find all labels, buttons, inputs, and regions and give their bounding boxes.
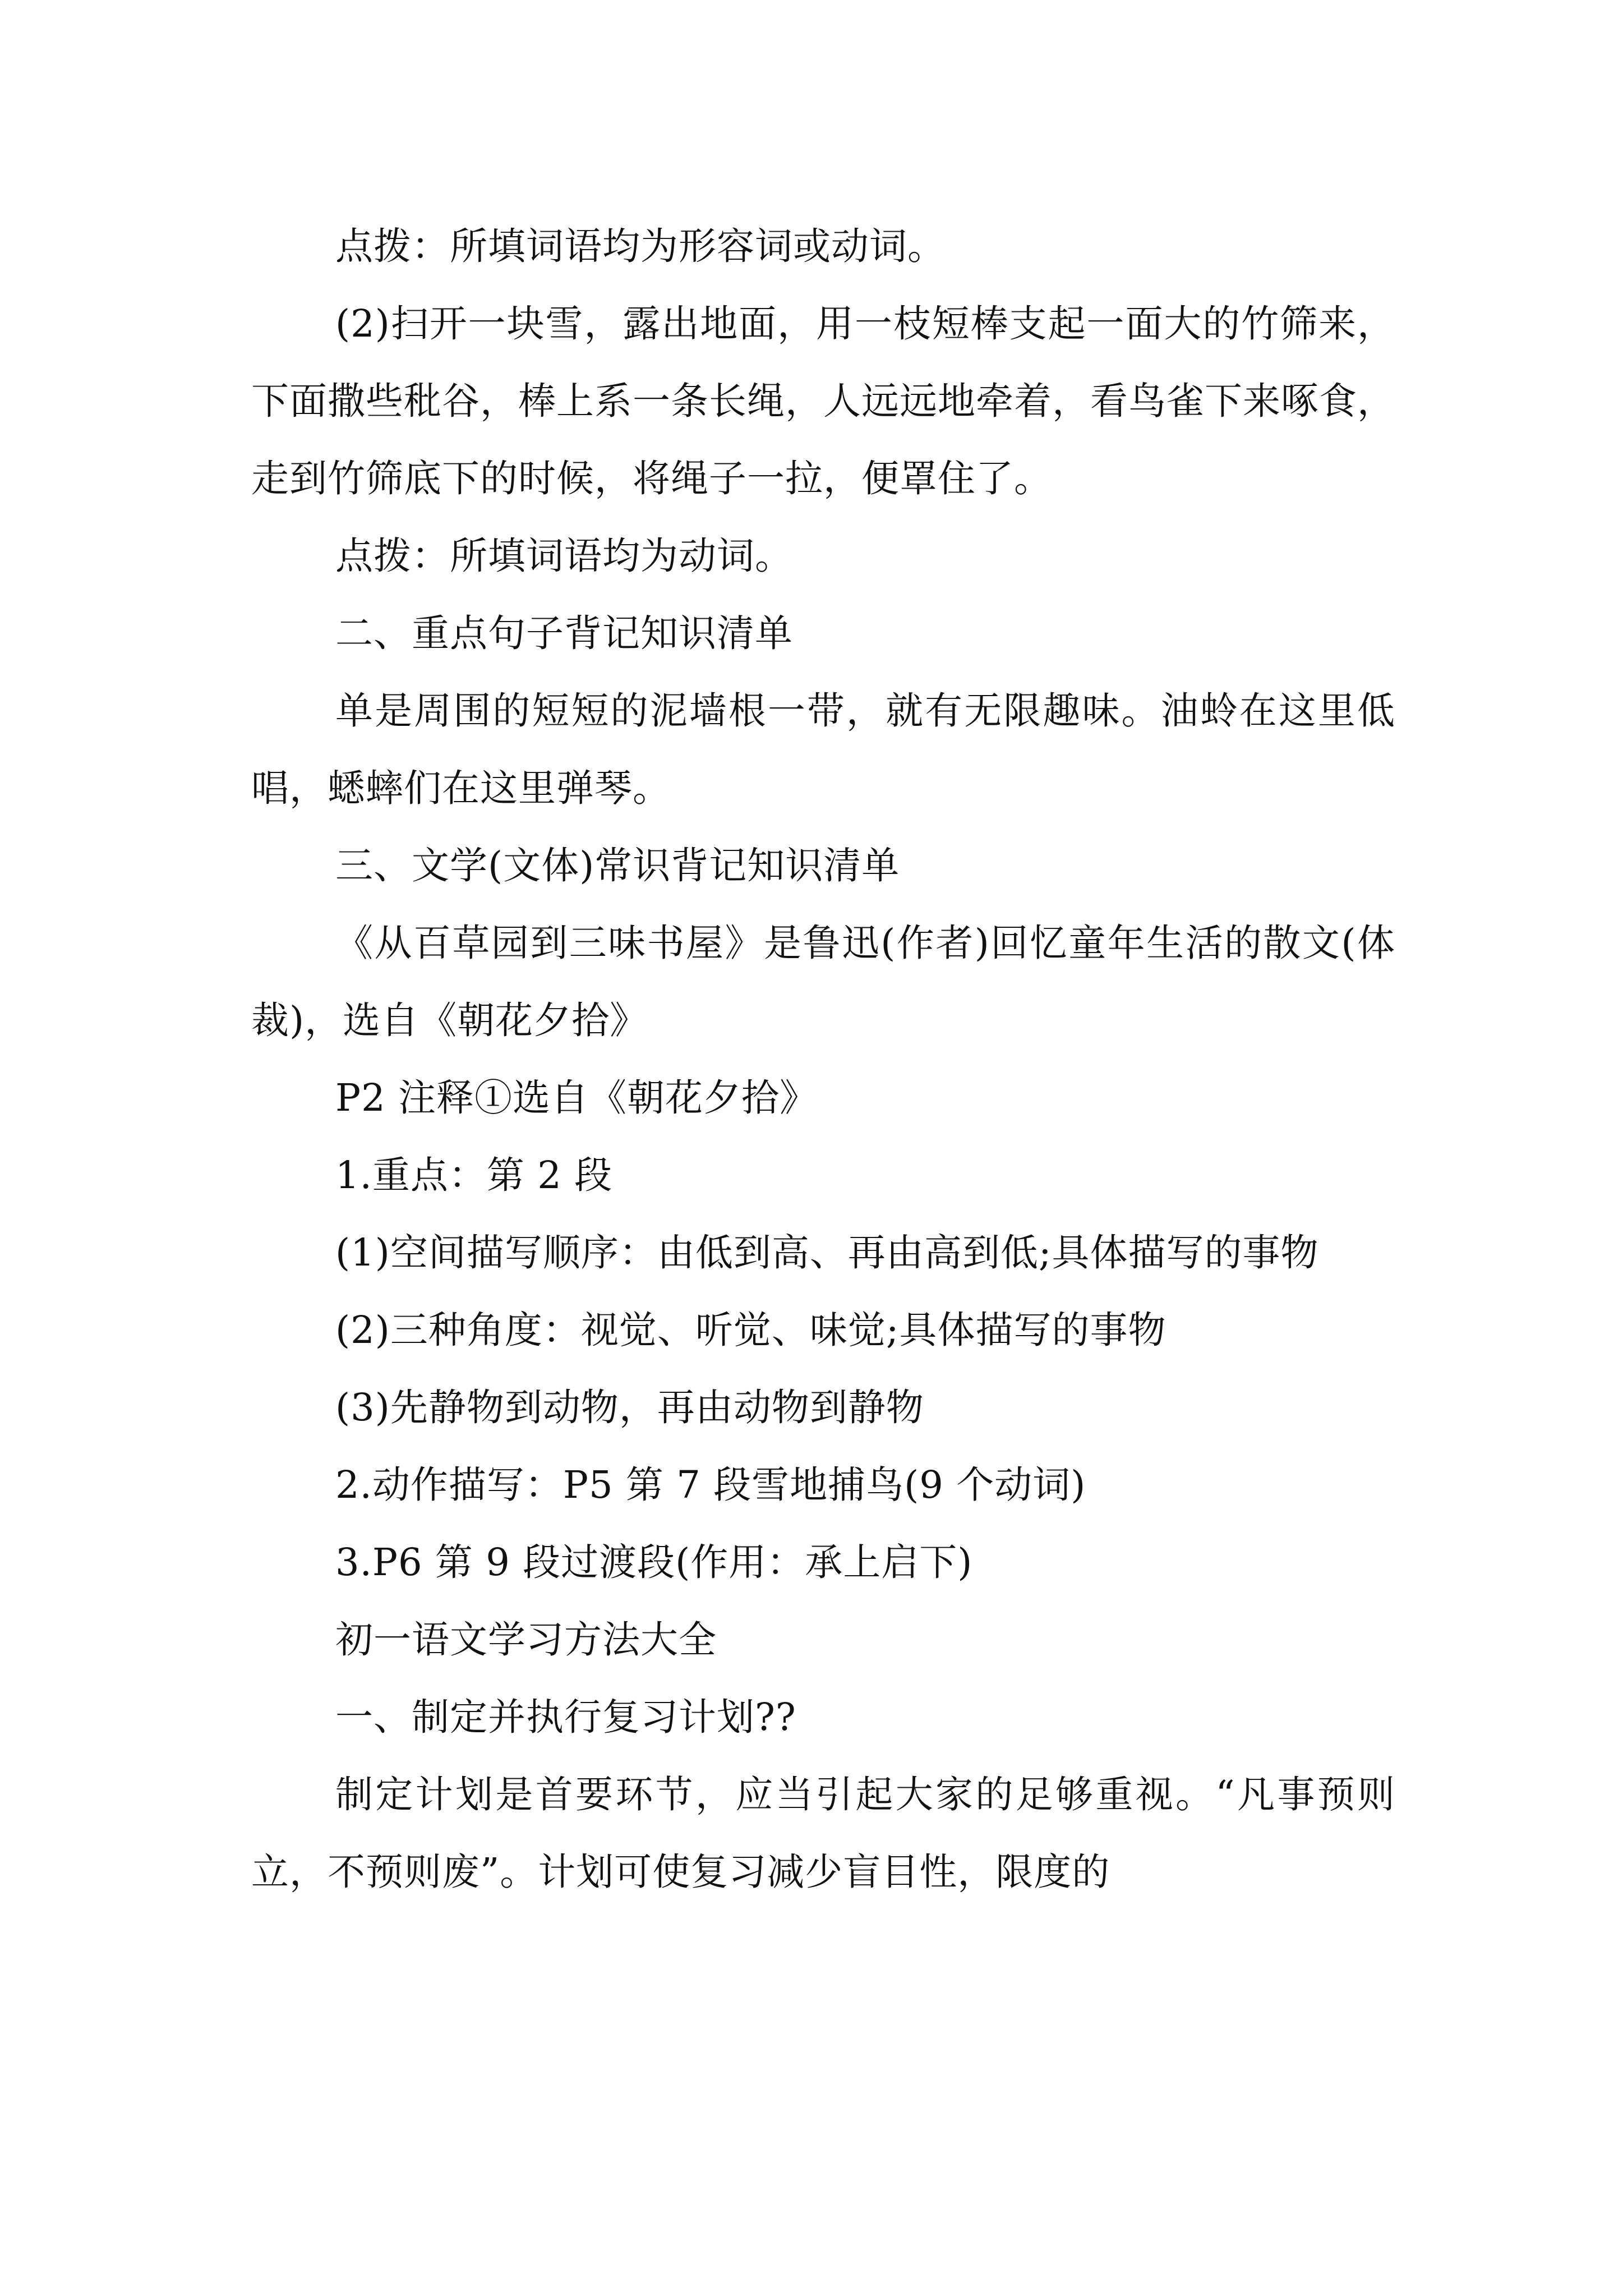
list-item-transition-paragraph: 3.P6 第 9 段过渡段(作用：承上启下) <box>335 1540 973 1584</box>
paragraph-hint-adjectives-verbs: 点拨：所填词语均为形容词或动词。 <box>335 224 946 268</box>
list-item-static-dynamic: (3)先静物到动物，再由动物到静物 <box>335 1386 924 1429</box>
paragraph-work-info: 《从百草园到三味书屋》是鲁迅(作者)回忆童年生活的散文(体裁)，选自《朝花夕拾》 <box>251 921 1395 1042</box>
paragraph-snow-bird-trap: (2)扫开一块雪，露出地面，用一枝短棒支起一面大的竹筛来，下面撒些秕谷，棒上系一条长绳，人远远地牵着，看鸟雀下来啄食，走到竹筛底下的时候，将绳子一拉，便罩住了。 <box>251 302 1395 500</box>
list-item-key-paragraph: 1.重点：第 2 段 <box>335 1153 613 1197</box>
subheading-review-plan: 一、制定并执行复习计划?? <box>335 1695 796 1739</box>
list-item-action-description: 2.动作描写：P5 第 7 段雪地捕鸟(9 个动词) <box>335 1463 1086 1507</box>
list-item-three-senses: (2)三种角度：视觉、听觉、味觉;具体描写的事物 <box>335 1308 1166 1352</box>
paragraph-note-p2: P2 注释①选自《朝花夕拾》 <box>335 1076 818 1120</box>
paragraph-hint-verbs: 点拨：所填词语均为动词。 <box>335 534 793 578</box>
list-item-spatial-order: (1)空间描写顺序：由低到高、再由高到低;具体描写的事物 <box>335 1231 1319 1274</box>
paragraph-key-sentence: 单是周围的短短的泥墙根一带，就有无限趣味。油蛉在这里低唱，蟋蟀们在这里弹琴。 <box>251 689 1395 810</box>
section-heading-literary-knowledge: 三、文学(文体)常识背记知识清单 <box>335 844 900 887</box>
document-page <box>251 208 1395 1911</box>
section-heading-key-sentences: 二、重点句子背记知识清单 <box>335 611 793 655</box>
section-heading-study-methods: 初一语文学习方法大全 <box>335 1618 717 1662</box>
paragraph-plan-importance: 制定计划是首要环节，应当引起大家的足够重视。“凡事预则立，不预则废”。计划可使复习减少盲目性，限度的 <box>251 1773 1395 1894</box>
